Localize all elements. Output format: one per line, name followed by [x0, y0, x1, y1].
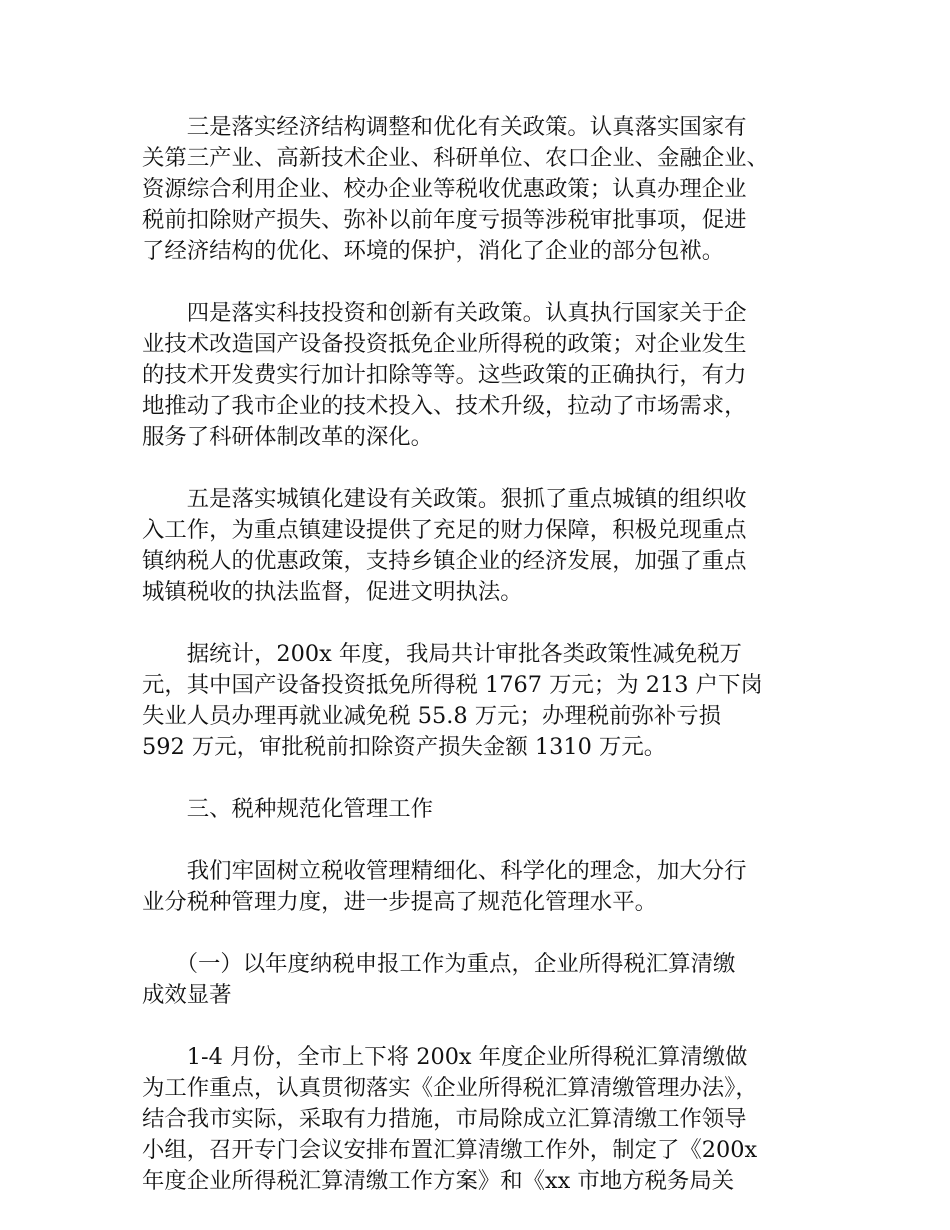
text-line: 四是落实科技投资和创新有关政策。认真执行国家关于企 — [142, 300, 747, 326]
paragraph-policy-3 — [142, 112, 832, 267]
heading-line: （一）以年度纳税申报工作为重点，企业所得税汇算清缴 — [142, 951, 736, 977]
text-line: 税前扣除财产损失、弥补以前年度亏损等涉税审批事项，促进 — [142, 207, 747, 233]
text-line: 五是落实城镇化建设有关政策。狠抓了重点城镇的组织收 — [142, 486, 747, 512]
heading-line: 成效显著 — [142, 982, 232, 1008]
text-line: 年度企业所得税汇算清缴工作方案》和《xx 市地方税务局关 — [142, 1168, 735, 1194]
text-line: 地推动了我市企业的技术投入、技术升级，拉动了市场需求， — [142, 393, 747, 419]
text-line: 城镇税收的执法监督，促进文明执法。 — [142, 579, 523, 605]
text-line: 镇纳税人的优惠政策，支持乡镇企业的经济发展，加强了重点 — [142, 548, 747, 574]
text-line: 据统计，200x 年度，我局共计审批各类政策性减免税万 — [142, 641, 742, 667]
text-line: 资源综合利用企业、校办企业等税收优惠政策；认真办理企业 — [142, 176, 747, 202]
text-line: 我们牢固树立税收管理精细化、科学化的理念，加大分行 — [142, 858, 747, 884]
heading-line: 三、税种规范化管理工作 — [142, 796, 434, 822]
text-line: 的技术开发费实行加计扣除等等。这些政策的正确执行，有力 — [142, 362, 747, 388]
paragraph-subsection-1-body — [142, 1042, 832, 1197]
text-line: 入工作，为重点镇建设提供了充足的财力保障，积极兑现重点 — [142, 517, 747, 543]
text-line: 结合我市实际，采取有力措施，市局除成立汇算清缴工作领导 — [142, 1106, 747, 1132]
text-line: 业技术改造国产设备投资抵免企业所得税的政策；对企业发生 — [142, 331, 747, 357]
text-line: 业分税种管理力度，进一步提高了规范化管理水平。 — [142, 889, 657, 915]
text-line: 1-4 月份，全市上下将 200x 年度企业所得税汇算清缴做 — [142, 1044, 748, 1070]
text-line: 三是落实经济结构调整和优化有关政策。认真落实国家有 — [142, 114, 747, 140]
document-body — [142, 112, 832, 1228]
text-line: 失业人员办理再就业减免税 55.8 万元；办理税前弥补亏损 — [142, 703, 722, 729]
paragraph-section-3-intro — [142, 856, 832, 918]
text-line: 小组，召开专门会议安排布置汇算清缴工作外，制定了《200x — [142, 1137, 758, 1163]
text-line: 元，其中国产设备投资抵免所得税 1767 万元；为 213 户下岗 — [142, 672, 763, 698]
text-line: 为工作重点，认真贯彻落实《企业所得税汇算清缴管理办法》， — [142, 1075, 758, 1101]
section-3-heading — [142, 794, 832, 825]
text-line: 592 万元，审批税前扣除资产损失金额 1310 万元。 — [142, 734, 667, 760]
text-line: 服务了科研体制改革的深化。 — [142, 424, 434, 450]
text-line: 关第三产业、高新技术企业、科研单位、农口企业、金融企业、 — [142, 145, 769, 171]
paragraph-statistics — [142, 639, 832, 763]
subsection-1-heading — [142, 949, 832, 1011]
paragraph-policy-4 — [142, 298, 832, 453]
paragraph-policy-5 — [142, 484, 832, 608]
text-line: 了经济结构的优化、环境的保护，消化了企业的部分包袱。 — [142, 238, 725, 264]
